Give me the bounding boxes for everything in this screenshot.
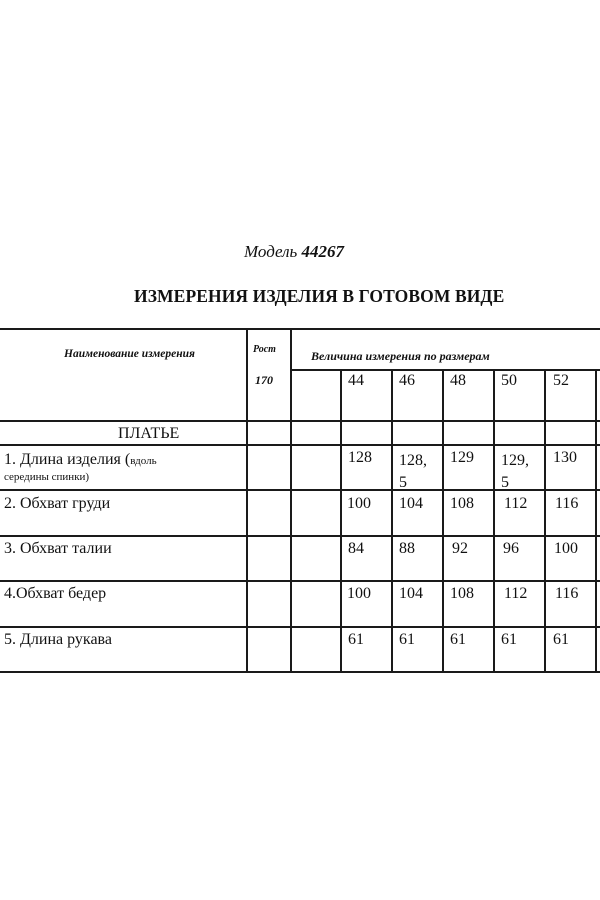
page-title: ИЗМЕРЕНИЯ ИЗДЕЛИЯ В ГОТОВОМ ВИДЕ <box>134 286 505 306</box>
row-value: 100 <box>554 540 578 557</box>
header-measurement-name: Наименование измерения <box>64 348 195 360</box>
col-line <box>391 369 393 672</box>
header-height-value: 170 <box>255 373 273 387</box>
col-line <box>595 369 597 672</box>
row-value: 61 <box>450 631 466 648</box>
size-header: 52 <box>553 372 569 389</box>
row-value: 92 <box>452 540 468 557</box>
row-line <box>0 535 600 537</box>
model-label: Модель <box>244 242 298 261</box>
row-name-line2: середины спинки) <box>4 471 90 483</box>
sizes-header-line <box>290 369 600 371</box>
col-line <box>493 369 495 672</box>
table-border-top <box>0 328 600 330</box>
size-header: 44 <box>348 372 364 389</box>
row-name <box>4 452 157 468</box>
row-value: 61 <box>399 631 415 648</box>
header-height-label: Рост <box>253 344 276 355</box>
row-value: 129 <box>450 449 474 466</box>
col-line <box>544 369 546 672</box>
row-line <box>0 580 600 582</box>
header-sizes-label: Величина измерения по размерам <box>311 349 490 363</box>
size-header: 50 <box>501 372 517 389</box>
row-line <box>0 444 600 446</box>
table-border-bottom <box>0 671 600 673</box>
row-name: 3. Обхват талии <box>4 540 112 557</box>
size-header: 48 <box>450 372 466 389</box>
row-value: 100 <box>347 495 371 512</box>
size-header: 46 <box>399 372 415 389</box>
row-value: 88 <box>399 540 415 557</box>
row-value: 108 <box>450 495 474 512</box>
row-name: 4.Обхват бедер <box>4 585 107 602</box>
col-line <box>442 369 444 672</box>
row-value: 61 <box>553 631 569 648</box>
row-value: 84 <box>348 540 364 557</box>
row-value: 104 <box>399 585 423 602</box>
row-line <box>0 626 600 628</box>
model-number: 44267 <box>301 242 345 261</box>
row-line <box>0 420 600 422</box>
col-line <box>246 328 248 672</box>
row-value: 130 <box>553 449 577 466</box>
row-value: 112 <box>504 495 528 512</box>
row-name: 5. Длина рукава <box>4 631 112 648</box>
row-value: 100 <box>347 585 371 602</box>
row-value: 108 <box>450 585 474 602</box>
row-value: 129, 5 <box>501 452 529 491</box>
row-value: 104 <box>399 495 423 512</box>
row-value: 116 <box>555 495 579 512</box>
row-value: 128, 5 <box>399 452 427 491</box>
row-value: 116 <box>555 585 579 602</box>
row-name-small: вдоль <box>130 455 157 467</box>
row-value: 61 <box>348 631 364 648</box>
section-title: ПЛАТЬЕ <box>118 425 180 442</box>
col-line <box>340 369 342 672</box>
row-value: 96 <box>503 540 519 557</box>
row-name-text: 1. Длина изделия ( <box>4 451 131 468</box>
row-value: 61 <box>501 631 517 648</box>
col-line <box>290 328 292 672</box>
row-value: 128 <box>348 449 372 466</box>
row-value: 112 <box>504 585 528 602</box>
row-name: 2. Обхват груди <box>4 495 111 512</box>
